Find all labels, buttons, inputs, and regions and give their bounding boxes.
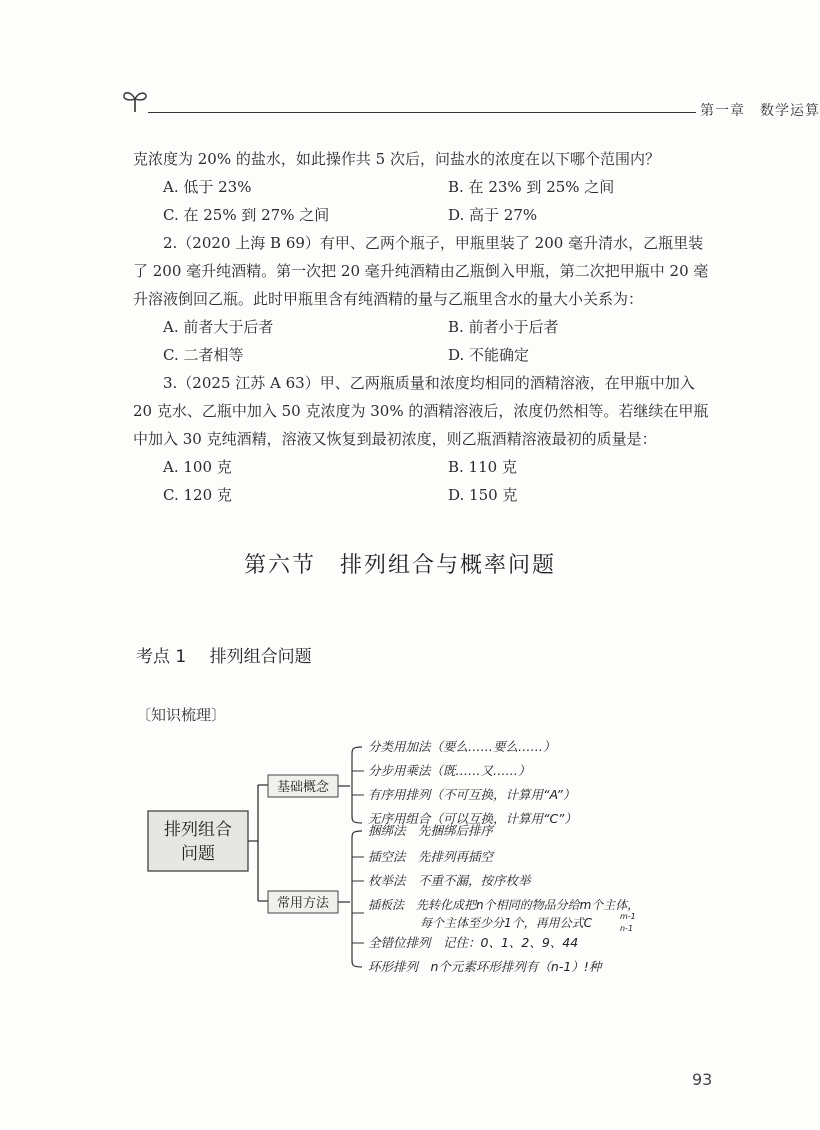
- kaodian-heading: [136, 642, 312, 667]
- b2-item-6: 环形排列 n个元素环形排列有（n-1）!种: [368, 959, 602, 974]
- branch1-brace: [338, 747, 362, 823]
- q3-option-d: D. 150 克: [448, 486, 518, 504]
- section-title: 第六节 排列组合与概率问题: [243, 553, 556, 578]
- q2-options-row1: [133, 313, 715, 341]
- q3-options-row1: [133, 453, 715, 481]
- page-number: 93: [692, 1070, 713, 1089]
- branch2-brace: [338, 831, 362, 967]
- q1-option-a: A. 低于 23%: [163, 178, 252, 196]
- q1-continuation: 克浓度为 20% 的盐水，如此操作共 5 次后，问盐水的浓度在以下哪个范围内？: [133, 150, 660, 168]
- formula-sup: m-1: [620, 912, 636, 921]
- mind-map: [140, 735, 680, 985]
- knowledge-label: 〔知识梳理〕: [136, 706, 227, 724]
- b2-ticks: [352, 857, 364, 943]
- kaodian-title: 排列组合问题: [209, 647, 312, 667]
- q3-line-1: 3.（2025 江苏 A 63）甲、乙两瓶质量和浓度均相同的酒精溶液，在甲瓶中加入: [163, 374, 695, 392]
- branch2-label: 常用方法: [276, 896, 330, 911]
- b2-item-3: 枚举法 不重不漏，按序枚举: [368, 873, 531, 888]
- q2-options-row2: [133, 341, 715, 369]
- question-body: [133, 145, 715, 509]
- b2-item-1: 捆绑法 先捆绑后排序: [368, 823, 494, 838]
- kaodian-number: 考点 1: [136, 647, 187, 667]
- mindmap-root-line2: 问题: [181, 844, 215, 864]
- q1-options-row2: [133, 201, 715, 229]
- q1-option-c: C. 在 25% 到 27% 之间: [163, 206, 330, 224]
- b2-item-4-cont: 每个主体至少分1个，再用公式C: [420, 916, 593, 930]
- b2-item-2: 插空法 先排列再插空: [368, 849, 494, 864]
- b1-item-3: 有序用排列（不可互换，计算用“A”）: [368, 787, 576, 802]
- q3-options-row2: [133, 481, 715, 509]
- q3-option-c: C. 120 克: [163, 486, 232, 504]
- b1-ticks: [352, 771, 364, 795]
- q3-option-a: A. 100 克: [163, 458, 232, 476]
- q2-option-a: A. 前者大于后者: [163, 318, 274, 336]
- header-rule: [148, 112, 696, 113]
- q2-option-c: C. 二者相等: [163, 346, 244, 364]
- q2-line-1: 2.（2020 上海 B 69）有甲、乙两个瓶子，甲瓶里装了 200 毫升清水，乙瓶里装: [163, 234, 704, 252]
- q2-line-2: 了 200 毫升纯酒精。第一次把 20 毫升纯酒精由乙瓶倒入甲瓶，第二次把甲瓶中 20 毫: [133, 262, 709, 280]
- root-brace: [248, 785, 268, 901]
- q1-option-d: D. 高于 27%: [448, 206, 538, 224]
- b1-item-4: 无序用组合（可以互换，计算用“C”）: [368, 811, 577, 826]
- branch1-label: 基础概念: [276, 780, 330, 795]
- b1-item-1: 分类用加法（要么……要么……）: [368, 739, 556, 754]
- q2-line-3: 升溶液倒回乙瓶。此时甲瓶里含有纯酒精的量与乙瓶里含水的量大小关系为：: [133, 290, 644, 308]
- q3-line-2: 20 克水、乙瓶中加入 50 克浓度为 30% 的酒精溶液后，浓度仍然相等。若继续在甲瓶: [133, 402, 709, 420]
- page-header: [120, 86, 820, 126]
- chapter-title: 第一章 数学运算: [700, 103, 820, 119]
- q1-option-b: B. 在 23% 到 25% 之间: [448, 178, 615, 196]
- q2-option-d: D. 不能确定: [448, 346, 530, 364]
- q1-options-row1: [133, 173, 715, 201]
- formula-sub: n-1: [620, 924, 634, 933]
- mindmap-root-line1: 排列组合: [164, 820, 232, 840]
- q2-option-b: B. 前者小于后者: [448, 318, 559, 336]
- b1-item-2: 分步用乘法（既……又……）: [368, 763, 531, 778]
- b2-item-5: 全错位排列 记住：0、1、2、9、44: [368, 935, 579, 950]
- sprout-icon: [120, 86, 150, 116]
- b2-item-4: 插板法 先转化成把n个相同的物品分给m个主体，: [368, 898, 640, 912]
- q3-line-3: 中加入 30 克纯酒精，溶液又恢复到最初浓度，则乙瓶酒精溶液最初的质量是：: [133, 430, 657, 448]
- q3-option-b: B. 110 克: [448, 458, 517, 476]
